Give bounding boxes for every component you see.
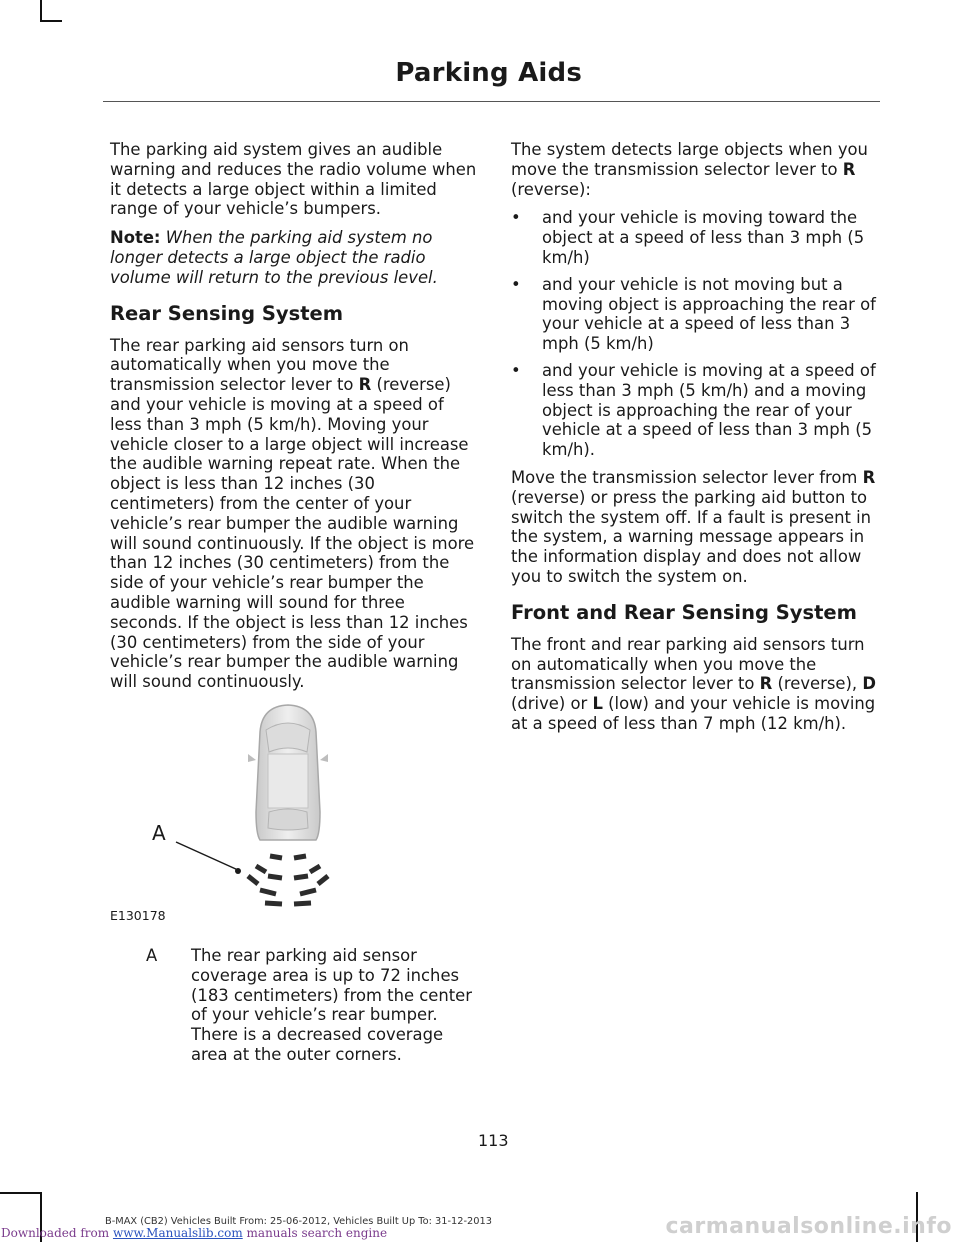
note-text: When the parking aid system no longer detects a large object the radio volume will return to the previous level.	[110, 228, 438, 287]
rear-sensor-coverage-illustration	[110, 700, 478, 932]
figure-code: E130178	[110, 908, 166, 923]
gear-drive-text: (drive) or	[511, 694, 588, 714]
download-watermark	[1, 1226, 387, 1240]
rear-sensing-heading: Rear Sensing System	[110, 301, 344, 325]
brand-watermark: carmanualsonline.info	[665, 1214, 952, 1239]
bullet-icon: •	[511, 274, 521, 294]
callout-dot	[235, 868, 241, 874]
detect-conditions-list	[511, 208, 879, 460]
left-column	[110, 140, 478, 701]
detect-paragraph	[511, 140, 879, 199]
vehicle-info-footer: B-MAX (CB2) Vehicles Built From: 25-06-2012, Vehicles Built Up To: 31-12-2013	[105, 1216, 492, 1227]
list-item-text: and your vehicle is not moving but a moving object is approaching the rear of your vehicle at a speed of less than 3 mph (5 km/h)	[542, 274, 876, 354]
intro-paragraph: The parking aid system gives an audible warning and reduces the radio volume when it detects a large object within a limited range of your vehicle’s bumpers.	[110, 140, 477, 219]
page-number: 113	[478, 1131, 509, 1150]
switch-off-paragraph	[511, 468, 879, 587]
watermark-suffix: manuals search engine	[246, 1226, 388, 1240]
watermark-prefix: Downloaded from	[1, 1226, 110, 1240]
page-title: Parking Aids	[395, 58, 582, 88]
list-item-text: and your vehicle is moving at a speed of less than 3 mph (5 km/h) and a moving object is approaching the rear of your vehicle at a speed of less than 3 mph (5 km/h).	[542, 360, 876, 460]
note-label: Note:	[110, 228, 161, 248]
bullet-icon: •	[511, 208, 521, 228]
gear-reverse-text: (reverse)	[376, 375, 451, 395]
note-paragraph	[110, 228, 478, 287]
detect-text: The system detects large objects when you move the transmission selector lever to	[511, 140, 868, 179]
list-item	[511, 361, 879, 460]
header-divider	[103, 101, 880, 102]
gear-r-label: R	[862, 467, 876, 487]
gear-l-label: L	[592, 694, 603, 714]
car-top-view-icon	[248, 705, 328, 840]
gear-r-label: R	[842, 159, 856, 179]
move-text-part-1: Move the transmission selector lever from	[511, 467, 858, 487]
manualslib-link[interactable]: www.Manualslib.com	[112, 1226, 243, 1240]
gear-r-label: R	[358, 375, 372, 395]
legend-description: The rear parking aid sensor coverage area is up to 72 inches (183 centimeters) from the center of your vehicle’s rear bumper. There is a decreased coverage area at the outer corners.	[191, 946, 472, 1064]
legend-key: A	[146, 946, 158, 965]
callout-leader-line	[176, 842, 238, 870]
gear-r-label: R	[759, 674, 773, 694]
crop-mark-top-left-h	[40, 20, 62, 22]
list-item	[511, 208, 879, 267]
front-rear-paragraph	[511, 635, 879, 734]
front-text-part-1: The front and rear parking aid sensors turn on automatically when you move the transmission selector lever to	[511, 634, 865, 694]
gear-reverse-text: (reverse),	[777, 674, 858, 694]
move-text-part-2: or press the parking aid button to switch the system off. If a fault is present in the system, a warning message appears in the information display and does not allow you to switch the system on.	[511, 487, 872, 586]
gear-low-text: (low)	[608, 694, 649, 714]
bullet-icon: •	[511, 360, 521, 380]
gear-reverse-text: (reverse)	[511, 487, 586, 507]
sensor-waves-icon	[248, 856, 328, 904]
front-text-part-2: and your vehicle is moving at a speed of less than 7 mph (12 km/h).	[511, 694, 876, 733]
rear-sensing-paragraph	[110, 336, 478, 692]
callout-label: A	[152, 821, 166, 845]
gear-d-label: D	[862, 674, 876, 694]
right-column	[511, 140, 879, 743]
front-rear-sensing-heading: Front and Rear Sensing System	[511, 600, 857, 624]
list-item	[511, 275, 879, 354]
list-item-text: and your vehicle is moving toward the object at a speed of less than 3 mph (5 km/h)	[542, 208, 865, 267]
crop-mark-bottom-left-h	[0, 1192, 42, 1194]
rear-text-part-1: The rear parking aid sensors turn on automatically when you move the transmission selector lever to	[110, 335, 409, 395]
rear-text-part-2: and your vehicle is moving at a speed of less than 3 mph (5 km/h). Moving your vehicle closer to a large object will increase the audible warning repeat rate. When the object is less than 12 inches (30 centimeters) from the center of your vehicle’s rear bumper the audible warning will sound continuously. If the object is more than 12 inches (30 centimeters) from the side of your vehicle’s rear bumper the audible warning will sound for three seconds. If the object is less than 12 inches (30 centimeters) from the side of your vehicle’s rear bumper the audible warning will sound continuously.	[110, 394, 475, 692]
crop-mark-top-left-v	[40, 0, 42, 22]
gear-reverse-text: (reverse):	[511, 179, 591, 199]
